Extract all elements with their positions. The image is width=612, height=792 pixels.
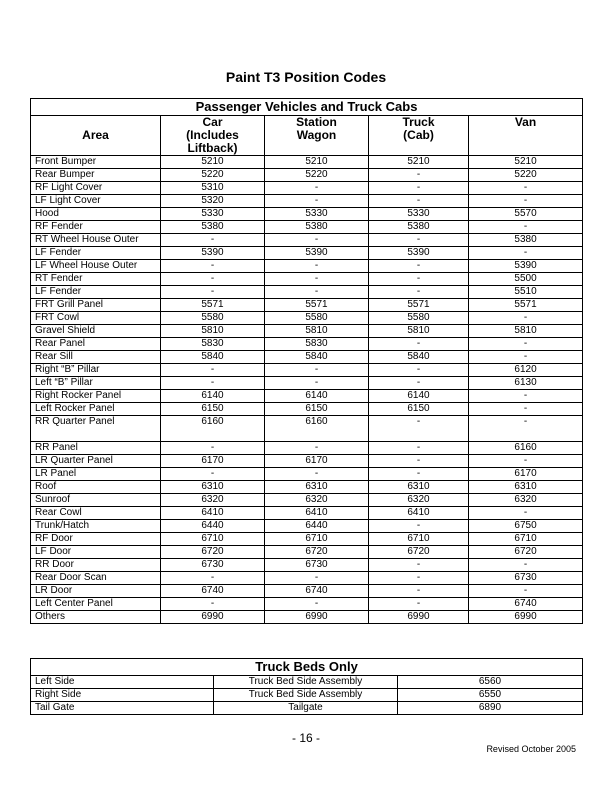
area-cell: RR Door (31, 559, 161, 572)
area-cell: FRT Grill Panel (31, 299, 161, 312)
car-code: - (161, 572, 265, 585)
truck-code: - (369, 585, 469, 598)
bed-area-cell: Left Side (31, 676, 214, 689)
van-code: - (469, 221, 583, 234)
wagon-code: 6170 (265, 455, 369, 468)
car-code: 5390 (161, 247, 265, 260)
area-cell: Trunk/Hatch (31, 520, 161, 533)
wagon-code: - (265, 572, 369, 585)
van-code: - (469, 338, 583, 351)
header-line: (Cab) (403, 128, 434, 142)
table-row (31, 156, 583, 169)
van-code: - (469, 247, 583, 260)
wagon-code: 5220 (265, 169, 369, 182)
wagon-code: 5840 (265, 351, 369, 364)
truck-code: - (369, 455, 469, 468)
truck-code: - (369, 286, 469, 299)
wagon-code: - (265, 195, 369, 208)
header-line: (Includes (186, 128, 239, 142)
car-code: 6170 (161, 455, 265, 468)
truck-code: 6720 (369, 546, 469, 559)
van-code: 5210 (469, 156, 583, 169)
truck-code: - (369, 520, 469, 533)
table-row (31, 520, 583, 533)
area-cell: Rear Bumper (31, 169, 161, 182)
car-code: - (161, 598, 265, 611)
car-code: 5840 (161, 351, 265, 364)
table-row (31, 403, 583, 416)
truck-code: 5840 (369, 351, 469, 364)
area-cell: Right “B” Pillar (31, 364, 161, 377)
table-row (31, 338, 583, 351)
wagon-code: 6440 (265, 520, 369, 533)
truck-code: 5810 (369, 325, 469, 338)
area-cell: LR Quarter Panel (31, 455, 161, 468)
wagon-code: - (265, 377, 369, 390)
truck-code: - (369, 338, 469, 351)
table-row (31, 455, 583, 468)
area-cell: Roof (31, 481, 161, 494)
car-code: 6710 (161, 533, 265, 546)
header-van (469, 116, 583, 156)
bed-code: 6560 (398, 676, 583, 689)
truck-code: - (369, 572, 469, 585)
van-code: 6740 (469, 598, 583, 611)
table-row (31, 247, 583, 260)
wagon-code: 6720 (265, 546, 369, 559)
area-cell: LF Fender (31, 247, 161, 260)
van-code: 6990 (469, 611, 583, 624)
truck-code: 5330 (369, 208, 469, 221)
car-code: - (161, 260, 265, 273)
header-line: Station (296, 115, 337, 129)
area-cell: RT Wheel House Outer (31, 234, 161, 247)
bed-code: 6550 (398, 689, 583, 702)
table-row (31, 208, 583, 221)
area-cell: FRT Cowl (31, 312, 161, 325)
truck-code: 6310 (369, 481, 469, 494)
area-cell: Rear Door Scan (31, 572, 161, 585)
van-code: 6170 (469, 468, 583, 481)
truck-beds-section-title: Truck Beds Only (31, 659, 583, 676)
wagon-code: 6410 (265, 507, 369, 520)
wagon-code: 6160 (265, 416, 369, 442)
wagon-code: 6730 (265, 559, 369, 572)
wagon-code: - (265, 273, 369, 286)
truck-code: - (369, 182, 469, 195)
car-code: - (161, 364, 265, 377)
table-row (31, 390, 583, 403)
table-row (31, 299, 583, 312)
truck-code: - (369, 260, 469, 273)
header-area (31, 116, 161, 156)
wagon-code: 5810 (265, 325, 369, 338)
header-line: Truck (402, 115, 435, 129)
bed-code: 6890 (398, 702, 583, 715)
wagon-code: 6710 (265, 533, 369, 546)
table-row (31, 260, 583, 273)
van-code: 5510 (469, 286, 583, 299)
bed-area-cell: Tail Gate (31, 702, 214, 715)
van-code: 5390 (469, 260, 583, 273)
area-cell: RF Fender (31, 221, 161, 234)
table-row (31, 234, 583, 247)
car-code: 6140 (161, 390, 265, 403)
wagon-code: - (265, 182, 369, 195)
table-row (31, 312, 583, 325)
passenger-section-title: Passenger Vehicles and Truck Cabs (31, 99, 583, 116)
truck-code: 5210 (369, 156, 469, 169)
wagon-code: 6740 (265, 585, 369, 598)
car-code: 6150 (161, 403, 265, 416)
area-cell: LF Fender (31, 286, 161, 299)
wagon-code: 5330 (265, 208, 369, 221)
truck-code: 6320 (369, 494, 469, 507)
table-row (31, 442, 583, 455)
table-row (31, 468, 583, 481)
car-code: - (161, 273, 265, 286)
car-code: - (161, 468, 265, 481)
truck-code: - (369, 364, 469, 377)
table-row (31, 221, 583, 234)
van-code: - (469, 312, 583, 325)
wagon-code: 5580 (265, 312, 369, 325)
table-row (31, 377, 583, 390)
truck-code: - (369, 234, 469, 247)
table-row (31, 169, 583, 182)
area-cell: Left Center Panel (31, 598, 161, 611)
wagon-code: - (265, 364, 369, 377)
column-header-row (31, 116, 583, 156)
area-cell: Rear Panel (31, 338, 161, 351)
area-cell: LF Door (31, 546, 161, 559)
car-code: 5320 (161, 195, 265, 208)
passenger-vehicles-table (30, 98, 583, 624)
truck-code: 5390 (369, 247, 469, 260)
table-row (31, 364, 583, 377)
table-row (31, 195, 583, 208)
car-code: 6740 (161, 585, 265, 598)
table-row (31, 325, 583, 338)
wagon-code: 5830 (265, 338, 369, 351)
table-row (31, 286, 583, 299)
header-line: Liftback) (187, 141, 238, 155)
truck-code: 6410 (369, 507, 469, 520)
van-code: - (469, 182, 583, 195)
table-row (31, 598, 583, 611)
van-code: 5380 (469, 234, 583, 247)
table-row (31, 533, 583, 546)
car-code: 5580 (161, 312, 265, 325)
page-number: - 16 - (291, 731, 320, 745)
car-code: 6440 (161, 520, 265, 533)
car-code: 6410 (161, 507, 265, 520)
truck-code: 5380 (369, 221, 469, 234)
header-line: Area (82, 128, 109, 142)
wagon-code: 6990 (265, 611, 369, 624)
car-code: 5330 (161, 208, 265, 221)
area-cell: LF Light Cover (31, 195, 161, 208)
wagon-code: 6320 (265, 494, 369, 507)
van-code: - (469, 403, 583, 416)
wagon-code: - (265, 468, 369, 481)
header-car (161, 116, 265, 156)
car-code: - (161, 442, 265, 455)
area-cell: Others (31, 611, 161, 624)
truck-code: - (369, 416, 469, 442)
table-row (31, 689, 583, 702)
table-row (31, 676, 583, 689)
van-code: 5570 (469, 208, 583, 221)
table-row (31, 416, 583, 442)
wagon-code: 5571 (265, 299, 369, 312)
wagon-code: - (265, 286, 369, 299)
bed-description: Tailgate (214, 702, 398, 715)
truck-beds-table (30, 658, 583, 715)
area-cell: Front Bumper (31, 156, 161, 169)
van-code: 6750 (469, 520, 583, 533)
truck-code: 6710 (369, 533, 469, 546)
car-code: 6730 (161, 559, 265, 572)
wagon-code: 6150 (265, 403, 369, 416)
van-code: - (469, 351, 583, 364)
bed-description: Truck Bed Side Assembly (214, 689, 398, 702)
table-row (31, 559, 583, 572)
table-row (31, 481, 583, 494)
car-code: 6990 (161, 611, 265, 624)
bed-area-cell: Right Side (31, 689, 214, 702)
table-row (31, 182, 583, 195)
header-truck-cab (369, 116, 469, 156)
table-row (31, 585, 583, 598)
page-title: Paint T3 Position Codes (225, 69, 387, 85)
area-cell: LR Panel (31, 468, 161, 481)
wagon-code: - (265, 442, 369, 455)
van-code: 5500 (469, 273, 583, 286)
van-code: 6710 (469, 533, 583, 546)
table-row (31, 611, 583, 624)
car-code: 5310 (161, 182, 265, 195)
truck-code: - (369, 468, 469, 481)
area-cell: Left Rocker Panel (31, 403, 161, 416)
car-code: 5810 (161, 325, 265, 338)
area-cell: LR Door (31, 585, 161, 598)
truck-code: - (369, 195, 469, 208)
van-code: - (469, 455, 583, 468)
truck-code: - (369, 559, 469, 572)
car-code: 5571 (161, 299, 265, 312)
van-code: 6730 (469, 572, 583, 585)
truck-code: 5580 (369, 312, 469, 325)
van-code: - (469, 195, 583, 208)
area-cell: RR Panel (31, 442, 161, 455)
wagon-code: 5210 (265, 156, 369, 169)
van-code: 6160 (469, 442, 583, 455)
truck-code: - (369, 377, 469, 390)
wagon-code: 5390 (265, 247, 369, 260)
van-code: 6120 (469, 364, 583, 377)
area-cell: Gravel Shield (31, 325, 161, 338)
area-cell: Sunroof (31, 494, 161, 507)
area-cell: Right Rocker Panel (31, 390, 161, 403)
car-code: - (161, 377, 265, 390)
table-row (31, 494, 583, 507)
wagon-code: 6140 (265, 390, 369, 403)
car-code: 5210 (161, 156, 265, 169)
area-cell: RR Quarter Panel (31, 416, 161, 442)
area-cell: Left “B” Pillar (31, 377, 161, 390)
truck-code: 6150 (369, 403, 469, 416)
area-cell: Rear Sill (31, 351, 161, 364)
van-code: 6720 (469, 546, 583, 559)
van-code: - (469, 416, 583, 442)
truck-code: - (369, 598, 469, 611)
truck-code: - (369, 442, 469, 455)
van-code: - (469, 585, 583, 598)
table-row (31, 572, 583, 585)
car-code: 6310 (161, 481, 265, 494)
header-line: Wagon (296, 128, 337, 142)
van-code: - (469, 559, 583, 572)
table-row (31, 702, 583, 715)
van-code: 6320 (469, 494, 583, 507)
van-code: - (469, 507, 583, 520)
car-code: 6320 (161, 494, 265, 507)
area-cell: Hood (31, 208, 161, 221)
car-code: 5220 (161, 169, 265, 182)
truck-code: - (369, 169, 469, 182)
van-code: 6130 (469, 377, 583, 390)
wagon-code: 5380 (265, 221, 369, 234)
car-code: 5830 (161, 338, 265, 351)
truck-code: 6990 (369, 611, 469, 624)
area-cell: Rear Cowl (31, 507, 161, 520)
van-code: 6310 (469, 481, 583, 494)
table-row (31, 507, 583, 520)
bed-description: Truck Bed Side Assembly (214, 676, 398, 689)
car-code: 6160 (161, 416, 265, 442)
area-cell: RF Light Cover (31, 182, 161, 195)
car-code: - (161, 286, 265, 299)
area-cell: RF Door (31, 533, 161, 546)
header-line: Van (514, 115, 537, 129)
van-code: 5810 (469, 325, 583, 338)
table-row (31, 546, 583, 559)
car-code: - (161, 234, 265, 247)
area-cell: RT Fender (31, 273, 161, 286)
truck-code: - (369, 273, 469, 286)
wagon-code: - (265, 234, 369, 247)
truck-code: 5571 (369, 299, 469, 312)
wagon-code: 6310 (265, 481, 369, 494)
area-cell: LF Wheel House Outer (31, 260, 161, 273)
revised-date: Revised October 2005 (486, 744, 576, 754)
wagon-code: - (265, 598, 369, 611)
van-code: 5220 (469, 169, 583, 182)
table-row (31, 273, 583, 286)
header-station-wagon (265, 116, 369, 156)
van-code: 5571 (469, 299, 583, 312)
wagon-code: - (265, 260, 369, 273)
car-code: 6720 (161, 546, 265, 559)
table-row (31, 351, 583, 364)
truck-code: 6140 (369, 390, 469, 403)
header-line: Car (202, 115, 223, 129)
van-code: - (469, 390, 583, 403)
car-code: 5380 (161, 221, 265, 234)
